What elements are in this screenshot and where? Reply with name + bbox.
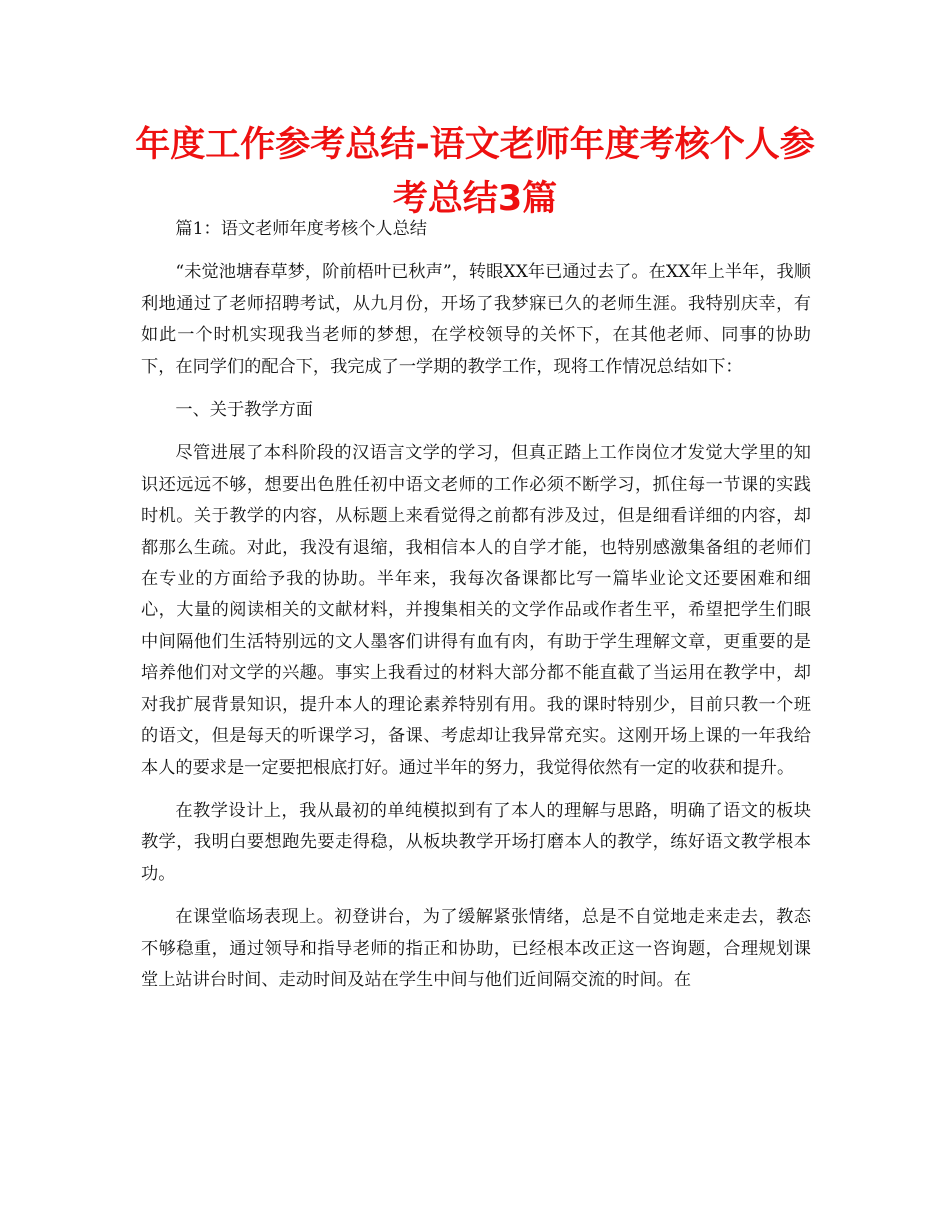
document-body	[141, 214, 811, 996]
paragraph-classroom-performance: 在课堂临场表现上。初登讲台，为了缓解紧张情绪，总是不自觉地走来走去，教态不够稳重，通过领导和指导老师的指正和协助，已经根本改正这一咨询题，合理规划课堂上站讲台时间、走动时间及站在学生中间与他们近间隔交流的时间。在	[141, 907, 811, 990]
paragraph-teaching-study: 尽管进展了本科阶段的汉语言文学的学习，但真正踏上工作岗位才发觉大学里的知识还远远不够，想要出色胜任初中语文老师的工作必须不断学习，抓住每一节课的实践时机。关于教学的内容，从标题上来看觉得之前都有涉及过，但是细看详细的内容，却都那么生疏。对此，我没有退缩，我相信本人的自学才能，也特别感激集备组的老师们在专业的方面给予我的协助。半年来，我每次备课都比写一篇毕业论文还要困难和细心，大量的阅读相关的文献材料，并搜集相关的文学作品或作者生平，希望把学生们眼中间隔他们生活特别远的文人墨客们讲得有血有肉，有助于学生理解文章，更重要的是培养他们对文学的兴趣。事实上我看过的材料大部分都不能直截了当运用在教学中，却对我扩展背景知识，提升本人的理论素养特别有用。我的课时特别少，目前只教一个班的语文，但是每天的听课学习，备课、考虑却让我异常充实。这刚开场上课的一年我给本人的要求是一定要把根底打好。通过半年的努力，我觉得依然有一定的收获和提升。	[141, 443, 811, 778]
section-heading-teaching: 一、关于教学方面	[175, 400, 313, 421]
section-heading-part1: 篇1：语文老师年度考核个人总结	[175, 219, 427, 239]
paragraph-teaching-design: 在教学设计上，我从最初的单纯模拟到有了本人的理解与思路，明确了语文的板块教学，我明白要想跑先要走得稳，从板块教学开场打磨本人的教学，练好语文教学根本功。	[141, 800, 811, 884]
paragraph-intro: “未觉池塘春草梦，阶前梧叶已秋声”，转眼XX年已通过去了。在XX年上半年，我顺利地通过了老师招聘考试，从九月份，开场了我梦寐已久的老师生涯。我特别庆幸，有如此一个时机实现我当老师的梦想，在学校领导的关怀下，在其他老师、同事的协助下，在同学们的配合下，我完成了一学期的教学工作，现将工作情况总结如下：	[141, 262, 811, 377]
document-title: 年度工作参考总结-语文老师年度考核个人参考总结3篇	[135, 125, 815, 219]
